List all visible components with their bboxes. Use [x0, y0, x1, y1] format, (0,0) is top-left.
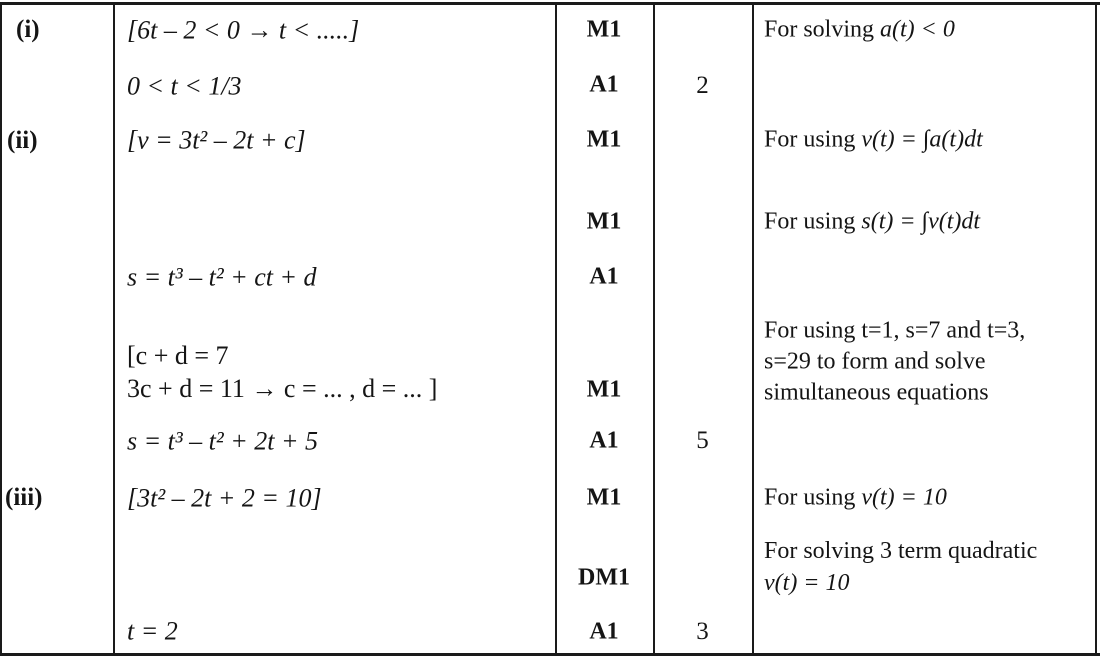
- working-cell: [3t² – 2t + 2 = 10]: [127, 483, 322, 513]
- mark-cell: A1: [589, 427, 619, 454]
- total-marks-cell: 3: [696, 618, 709, 645]
- mark-cell: A1: [589, 263, 619, 290]
- mark-cell: A1: [589, 618, 619, 645]
- guidance-text: For using: [764, 126, 862, 153]
- column-divider-part: [113, 2, 115, 655]
- guidance-math: a(t) < 0: [880, 16, 955, 43]
- guidance-math: v(t) = ∫a(t)dt: [861, 126, 983, 153]
- working-cell: [127, 339, 437, 405]
- guidance-text: For solving: [764, 16, 881, 43]
- working-cell: [6t – 2 < 0 → t < .....]: [127, 15, 360, 45]
- guidance-text: For solving 3 term quadratic: [764, 538, 1038, 564]
- column-divider-marks: [555, 2, 557, 655]
- guidance-cell: [764, 316, 1074, 409]
- mark-cell: M1: [586, 208, 622, 235]
- table-border-top: [0, 2, 1100, 5]
- mark-cell: M1: [586, 484, 622, 511]
- guidance-cell: [764, 16, 955, 45]
- working-line: [c + d = 7: [127, 341, 229, 370]
- column-divider-comments: [752, 2, 754, 655]
- table-border-left: [0, 2, 2, 655]
- guidance-text: For using: [764, 208, 862, 235]
- guidance-cell: [764, 535, 1037, 599]
- guidance-cell: [764, 126, 983, 155]
- part-label-iii: (iii): [5, 484, 43, 511]
- mark-cell: DM1: [578, 564, 630, 591]
- mark-cell: M1: [586, 126, 622, 153]
- mark-cell: M1: [586, 376, 622, 403]
- mark-cell: M1: [586, 16, 622, 43]
- working-line: 3c + d = 11 → c = ... , d = ... ]: [127, 374, 438, 403]
- guidance-text: For using: [764, 484, 862, 511]
- total-marks-cell: 2: [696, 72, 709, 99]
- working-cell: t = 2: [127, 616, 178, 646]
- working-cell: s = t³ – t² + ct + d: [127, 262, 317, 292]
- working-cell: s = t³ – t² + 2t + 5: [127, 426, 319, 456]
- part-label-ii: (ii): [7, 127, 38, 154]
- guidance-cell: [764, 208, 980, 237]
- part-label-i: (i): [16, 16, 40, 43]
- mark-cell: A1: [589, 71, 619, 98]
- guidance-math: s(t) = ∫v(t)dt: [861, 208, 981, 235]
- guidance-math: v(t) = 10: [764, 570, 850, 596]
- table-border-right: [1095, 2, 1097, 655]
- working-cell: [v = 3t² – 2t + c]: [127, 125, 306, 155]
- guidance-text: For using t=1, s=7 and t=3, s=29 to form and solve simultaneous equations: [764, 317, 1026, 406]
- guidance-math: v(t) = 10: [861, 484, 947, 511]
- table-border-bottom: [0, 653, 1100, 656]
- total-marks-cell: 5: [696, 427, 709, 454]
- working-cell: 0 < t < 1/3: [127, 71, 242, 101]
- guidance-cell: [764, 484, 947, 513]
